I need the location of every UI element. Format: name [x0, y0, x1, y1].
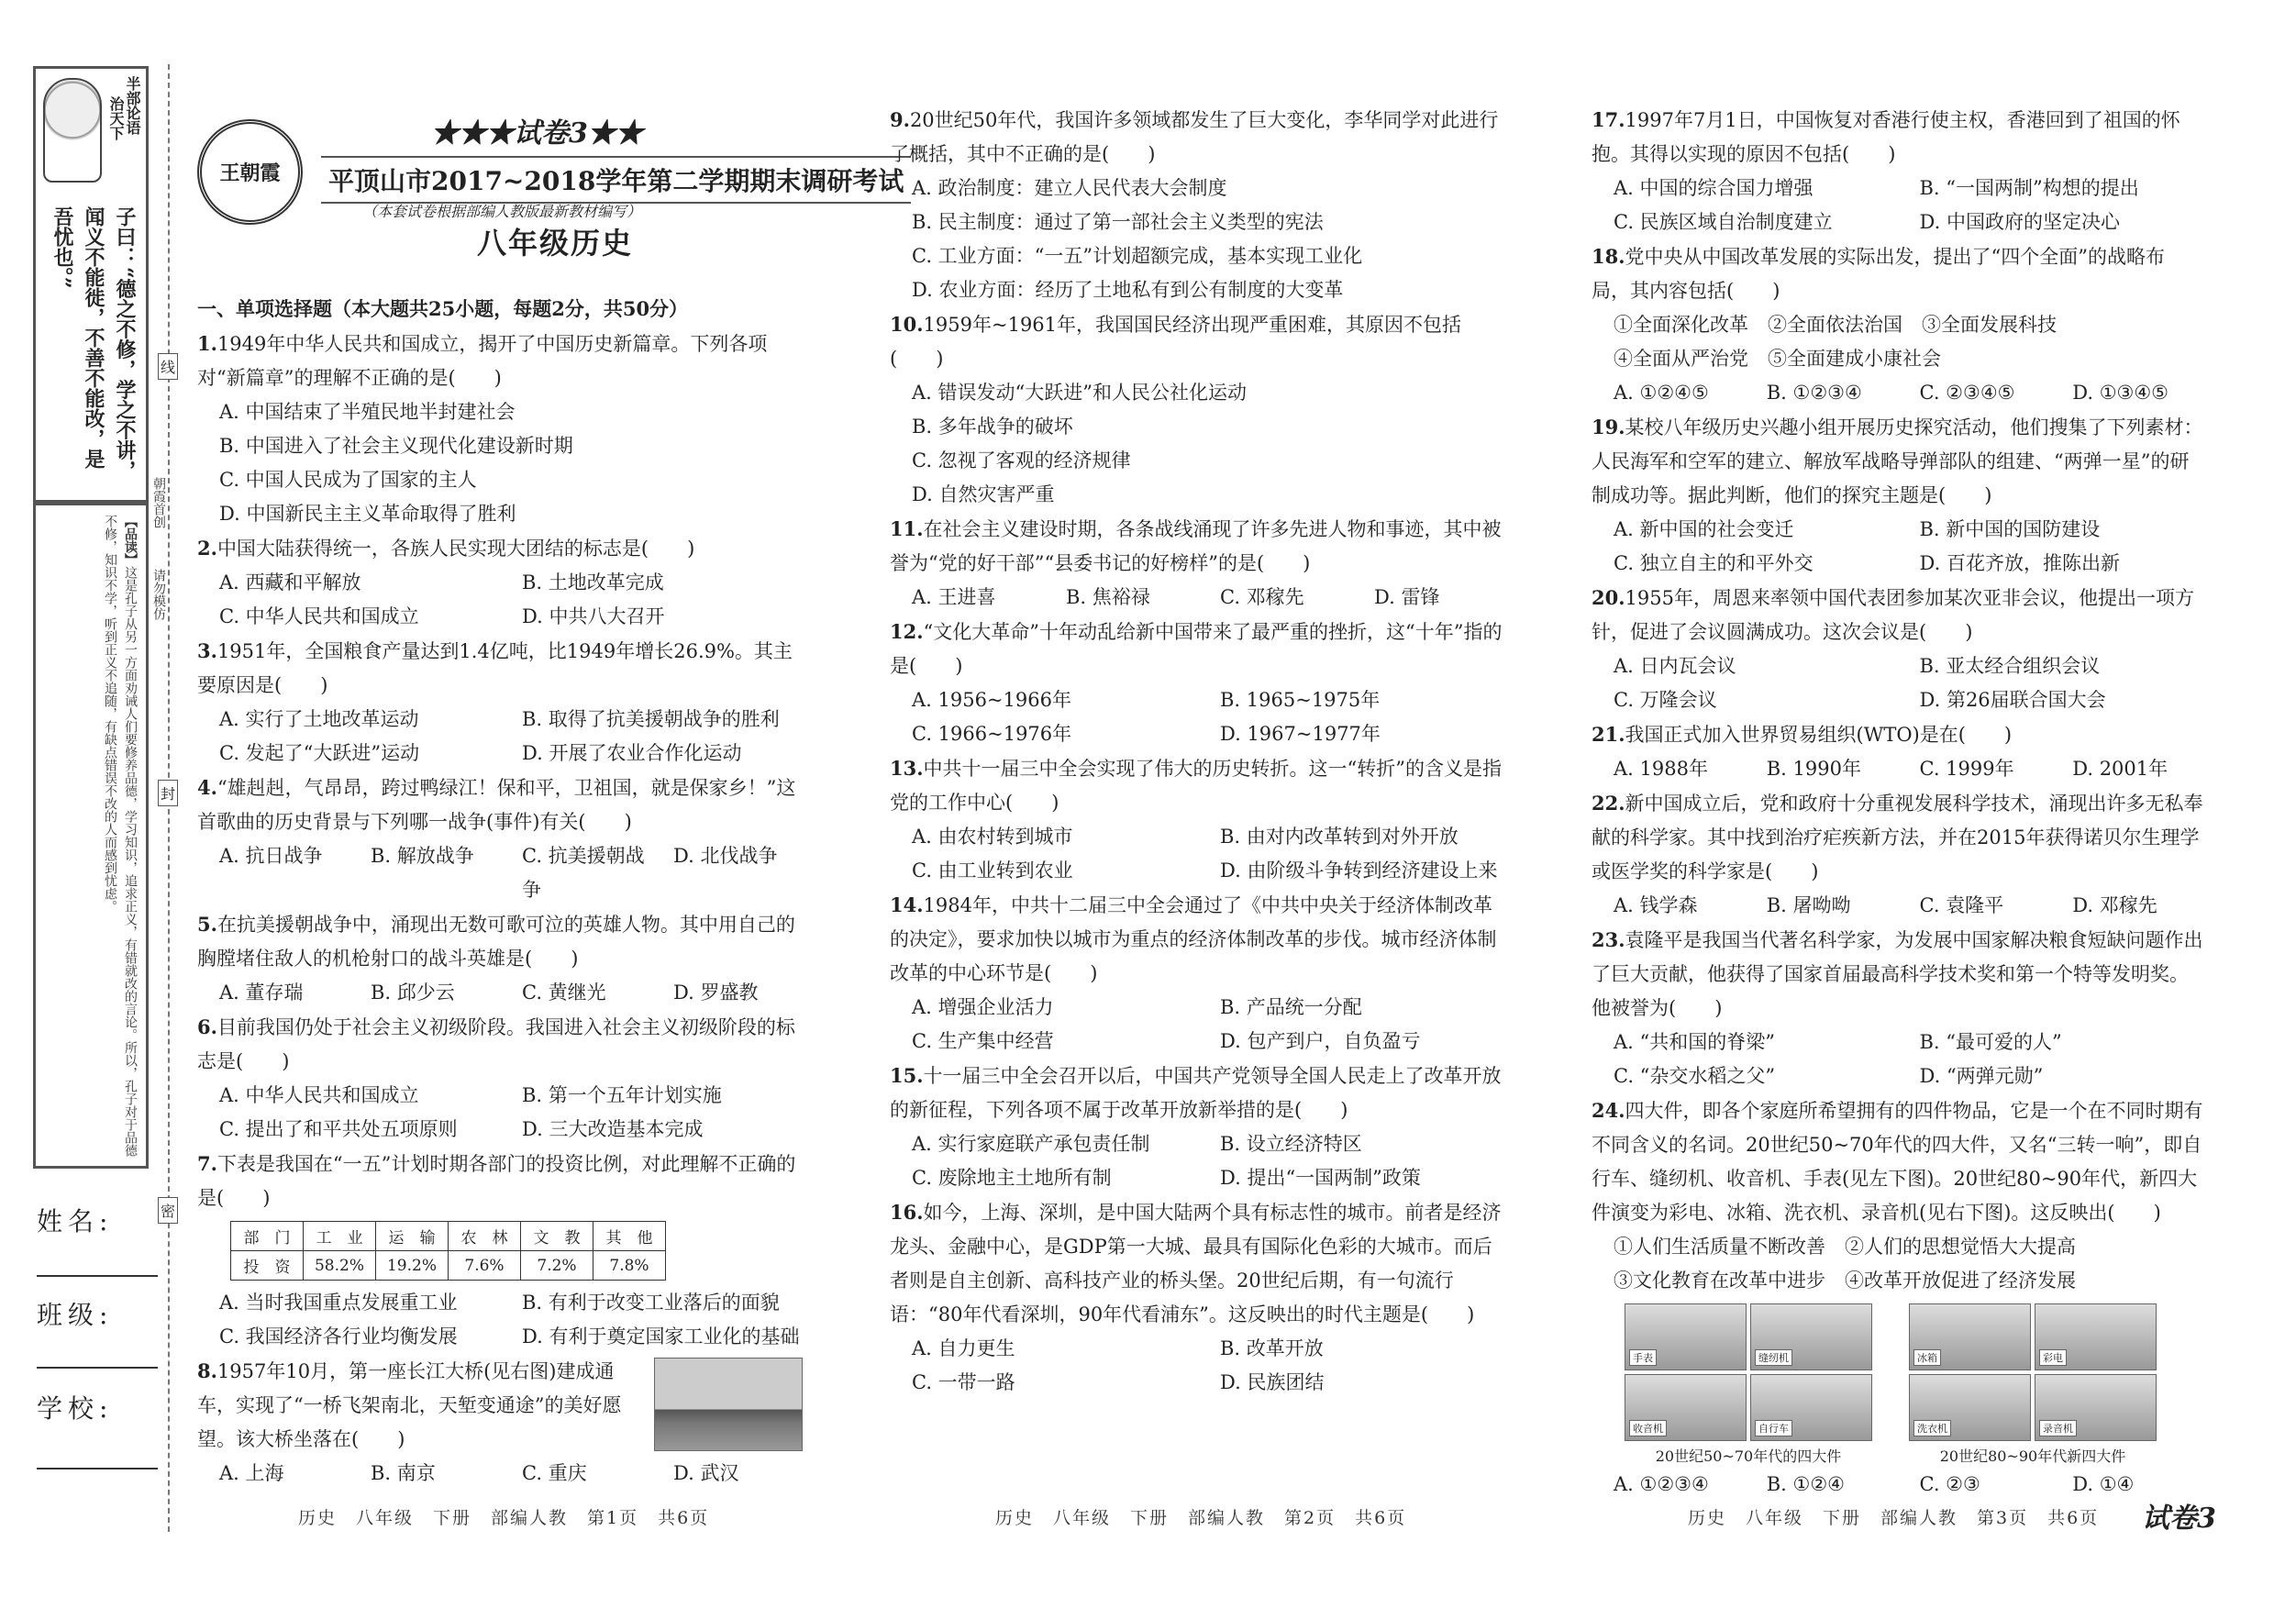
option-b[interactable]: B. 产品统一分配 — [1220, 996, 1362, 1018]
options-group — [890, 1127, 1506, 1195]
pindu-box — [33, 503, 149, 1169]
question-16 — [890, 1195, 1506, 1400]
option-d[interactable]: D. 2001年 — [2072, 758, 2168, 780]
question-15 — [890, 1059, 1506, 1195]
option-c[interactable]: C. 1966~1976年 — [912, 723, 1072, 745]
question-stem: 下表是我国在“一五”计划时期各部门的投资比例，对此理解不正确的是( ) — [197, 1153, 796, 1209]
option-a[interactable]: A. 抗日战争 — [219, 845, 323, 867]
option-c[interactable]: C. 独立自主的和平外交 — [1614, 552, 1814, 574]
motto-small-1: 半部论语 — [124, 76, 141, 135]
right-photo — [2035, 1303, 2157, 1370]
option-b[interactable]: B. “最可爱的人” — [1919, 1031, 2062, 1053]
option-c[interactable]: C. “杂交水稻之父” — [1614, 1065, 1776, 1087]
options-group — [197, 703, 803, 771]
question-text — [197, 531, 803, 566]
option-b[interactable]: B. 1965~1975年 — [1220, 689, 1381, 711]
question-text — [890, 888, 1506, 991]
question-number: 4. — [197, 776, 217, 799]
question-19 — [1592, 410, 2203, 581]
photo-label: 手表 — [1629, 1349, 1657, 1366]
question-7 — [197, 1147, 803, 1354]
option-d[interactable]: D. 包产到户，自负盈亏 — [1220, 1030, 1421, 1052]
option-a[interactable]: A. 新中国的社会变迁 — [1614, 518, 1794, 540]
options-group — [197, 1457, 803, 1491]
option-a[interactable]: A. 实行了土地改革运动 — [219, 708, 419, 730]
option-b[interactable]: B. ①②③④ — [1766, 382, 1862, 404]
option-d[interactable]: D. 三大改造基本完成 — [522, 1118, 704, 1140]
option-a[interactable]: A. 当时我国重点发展重工业 — [219, 1292, 458, 1314]
question-text — [890, 751, 1506, 820]
option-c[interactable]: C. 1999年 — [1919, 758, 2014, 780]
motto-box — [33, 66, 149, 503]
school-field[interactable] — [37, 1468, 158, 1469]
question-stem: 在抗美援朝战争中，涌现出无数可歌可泣的英雄人物。其中用自己的胸膛堵住敌人的机枪射口的战斗英雄是( ) — [197, 914, 795, 970]
option-a[interactable]: A. 1988年 — [1614, 758, 1708, 780]
right-photo — [1909, 1303, 2031, 1370]
options-group — [197, 839, 803, 907]
options-group — [890, 581, 1506, 615]
exam-badge: ★★★试卷3★★ — [431, 117, 643, 150]
table-row — [231, 1222, 666, 1251]
motto-small-2: 治天下 — [107, 96, 125, 140]
watermark-char: 密 — [2141, 605, 2270, 756]
question-stem: 1997年7月1日，中国恢复对香港行使主权，香港回到了祖国的怀抱。其得以实现的原因不包括( ) — [1592, 109, 2180, 165]
question-number: 5. — [197, 913, 217, 936]
option-d[interactable]: D. 由阶级斗争转到经济建设上来 — [1220, 859, 1498, 882]
option-a[interactable]: A. 西藏和平解放 — [219, 571, 361, 593]
options-group — [197, 1079, 803, 1147]
options-group — [1592, 1468, 2203, 1502]
option-d[interactable]: D. 民族团结 — [1220, 1371, 1325, 1393]
options-group — [197, 1286, 803, 1354]
question-21 — [1592, 717, 2203, 786]
column-3 — [1592, 103, 2203, 1502]
photo-label: 自行车 — [1755, 1420, 1792, 1436]
option-c[interactable]: C. 我国经济各行业均衡发展 — [219, 1325, 458, 1347]
name-field[interactable] — [37, 1275, 158, 1277]
question-number: 2. — [197, 537, 217, 560]
option-b[interactable]: B. 有利于改变工业落后的面貌 — [522, 1292, 780, 1314]
class-field-label: 班级: — [37, 1300, 114, 1330]
question-20 — [1592, 581, 2203, 717]
option-b[interactable]: B. 南京 — [371, 1462, 436, 1484]
question-text — [1592, 923, 2203, 1026]
option-a[interactable]: A. 日内瓦会议 — [1614, 655, 1736, 677]
question-number: 20. — [1592, 586, 1625, 609]
option-d[interactable]: D. 中共八大召开 — [522, 605, 665, 627]
table-cell: 7.8% — [593, 1251, 666, 1281]
question-11 — [890, 512, 1506, 615]
options-group — [1592, 1026, 2203, 1093]
question-statement: ①人们生活质量不断改善 ②人们的思想觉悟大大提高 — [1614, 1236, 2076, 1258]
question-4 — [197, 771, 803, 907]
left-image-grid — [1625, 1303, 1872, 1441]
left-image-group — [1625, 1303, 1872, 1466]
pindu-title: 【品读】 — [123, 515, 138, 566]
options-group — [890, 172, 1506, 307]
option-d[interactable]: D. 有利于奠定国家工业化的基础 — [522, 1325, 800, 1347]
footer-page-1: 历史 八年级 下册 部编人教 第1页 共6页 — [298, 1508, 710, 1528]
option-b[interactable]: B. 多年战争的破坏 — [912, 416, 1073, 438]
question-text — [890, 103, 1506, 172]
question-18 — [1592, 239, 2203, 410]
question-6 — [197, 1010, 803, 1147]
option-d[interactable]: D. 北伐战争 — [673, 845, 778, 867]
left-caption: 20世纪50~70年代的四大件 — [1655, 1447, 1842, 1465]
option-c[interactable]: C. 万隆会议 — [1614, 689, 1717, 711]
option-a[interactable]: A. 政治制度：建立人民代表大会制度 — [912, 177, 1227, 199]
question-text — [197, 327, 803, 395]
option-c[interactable]: C. 废除地主土地所有制 — [912, 1167, 1112, 1189]
question-number: 6. — [197, 1015, 217, 1038]
table-cell: 运 输 — [376, 1222, 449, 1251]
option-b[interactable]: B. 土地改革完成 — [522, 571, 664, 593]
options-group — [197, 566, 803, 634]
question-stem: 袁隆平是我国当代著名科学家，为发展中国家解决粮食短缺问题作出了巨大贡献，他获得了国家首届最高科学技术奖和第一个特等发明奖。他被誉为( ) — [1592, 929, 2203, 1019]
option-c[interactable]: C. 一带一路 — [912, 1371, 1015, 1393]
left-photo — [1750, 1303, 1872, 1370]
option-d[interactable]: D. 百花齐放，推陈出新 — [1919, 552, 2120, 574]
question-stem: 党中央从中国改革发展的实际出发，提出了“四个全面”的战略布局，其内容包括( ) — [1592, 246, 2166, 302]
question-text — [197, 771, 803, 839]
seal-char-3: 密 — [158, 1197, 178, 1224]
question-text — [1592, 581, 2203, 649]
table-cell: 农 林 — [449, 1222, 521, 1251]
question-13 — [890, 751, 1506, 888]
option-d[interactable]: D. 自然灾害严重 — [912, 483, 1055, 505]
option-c[interactable]: C. 民族区域自治制度建立 — [1614, 211, 1833, 233]
table-cell: 19.2% — [376, 1251, 449, 1281]
options-group — [1592, 513, 2203, 581]
option-b[interactable]: B. 中国进入了社会主义现代化建设新时期 — [219, 435, 573, 457]
footer-page-3: 历史 八年级 下册 部编人教 第3页 共6页 — [1688, 1508, 2100, 1528]
question-text — [890, 1195, 1506, 1332]
question-stem: 如今，上海、深圳，是中国大陆两个具有标志性的城市。前者是经济龙头、金融中心，是GDP第一大城、最具有国际化色彩的大城市。而后者则是自主创新、高科技产业的桥头堡。20世纪后期，有一句流行语：“80年代看深圳，90年代看浦东”。这反映出的时代主题是( ) — [890, 1202, 1502, 1325]
option-c[interactable]: C. 发起了“大跃进”运动 — [219, 742, 420, 764]
question-number: 24. — [1592, 1099, 1625, 1122]
option-a[interactable]: A. 中华人民共和国成立 — [219, 1084, 419, 1106]
pindu-text: 这是孔子从另一方面劝诫人们要修养品德，学习知识，追求正义，有错就改的言论。所以，孔子对于品德不修，知识不学，听到正义不追随，有缺点错误不改的人而感到忧虑。 — [103, 515, 138, 1157]
question-stem: 1984年，中共十二届三中全会通过了《中共中央关于经济体制改革的决定》，要求加快以城市为重点的经济体制改革的步伐。城市经济体制改革的中心环节是( ) — [890, 894, 1497, 984]
question-text — [890, 307, 1506, 376]
question-stem: 四大件，即各个家庭所希望拥有的四件物品，它是一个在不同时期有不同含义的名词。20世纪50~70年代的四大件，又名“三转一响”，即自行车、缝纫机、收音机、手表(见左下图)。20世纪80~90年代，新四大件演变为彩电、冰箱、洗衣机、录音机(见右下图)。这反映出( ) — [1592, 1100, 2203, 1224]
question-9 — [890, 103, 1506, 307]
option-b[interactable]: B. 焦裕禄 — [1066, 586, 1150, 608]
option-d[interactable]: D. 1967~1977年 — [1220, 723, 1381, 745]
question-1 — [197, 327, 803, 531]
option-d[interactable]: D. ①③④⑤ — [2072, 382, 2168, 404]
question-text — [197, 1010, 803, 1079]
photo-label: 收音机 — [1629, 1420, 1667, 1436]
option-b[interactable]: B. 邱少云 — [371, 981, 455, 1004]
right-image-group — [1909, 1303, 2157, 1466]
brand-logo — [197, 119, 303, 225]
option-a[interactable]: A. 中国结束了半殖民地半封建社会 — [219, 401, 516, 423]
options-group — [197, 395, 803, 531]
option-c[interactable]: C. 黄继光 — [522, 981, 606, 1004]
option-c[interactable]: C. 工业方面：“一五”计划超额完成，基本实现工业化 — [912, 245, 1363, 267]
bridge-photo — [654, 1358, 803, 1451]
question-text — [1592, 410, 2203, 513]
question-stem: 目前我国仍处于社会主义初级阶段。我国进入社会主义初级阶段的标志是( ) — [197, 1016, 795, 1072]
option-d[interactable]: D. 罗盛教 — [673, 981, 759, 1004]
question-statement: ③文化教育在改革中进步 ④改革开放促进了经济发展 — [1614, 1270, 2076, 1292]
question-number: 15. — [890, 1064, 924, 1087]
options-group — [197, 976, 803, 1010]
question-text — [1592, 717, 2203, 752]
binding-note-1: 朝霞首创 — [151, 477, 166, 528]
question-stem: 中共十一届三中全会实现了伟大的历史转折。这一“转折”的含义是指党的工作中心( ) — [890, 758, 1503, 814]
question-5 — [197, 907, 803, 1010]
table-cell: 部 门 — [231, 1222, 304, 1251]
name-field-label: 姓名: — [37, 1206, 114, 1237]
option-d[interactable]: D. 中国新民主主义革命取得了胜利 — [219, 503, 516, 525]
option-b[interactable]: B. 第一个五年计划实施 — [522, 1084, 722, 1106]
option-b[interactable]: B. 屠呦呦 — [1766, 894, 1851, 916]
left-photo — [1750, 1374, 1872, 1441]
q24-images — [1625, 1303, 2203, 1466]
column-1 — [197, 292, 803, 1491]
motto-cartoon-icon — [43, 78, 102, 183]
table-cell: 其 他 — [593, 1222, 666, 1251]
exam-subject: 八年级历史 — [477, 226, 634, 261]
question-number: 13. — [890, 757, 924, 780]
question-stem: “文化大革命”十年动乱给新中国带来了最严重的挫折，这“十年”指的是( ) — [890, 621, 1503, 677]
question-stem: 十一届三中全会召开以后，中国共产党领导全国人民走上了改革开放的新征程，下列各项不属于改革开放新举措的是( ) — [890, 1065, 1502, 1121]
option-d[interactable]: D. 中国政府的坚定决心 — [1919, 211, 2120, 233]
binding-note-2: 请勿模仿 — [151, 569, 166, 620]
option-d[interactable]: D. 农业方面：经历了土地私有到公有制度的大变革 — [912, 279, 1344, 301]
question-10 — [890, 307, 1506, 512]
question-number: 16. — [890, 1201, 924, 1224]
option-c[interactable]: C. 袁隆平 — [1919, 894, 2004, 916]
question-8 — [197, 1354, 803, 1491]
question-24 — [1592, 1093, 2203, 1502]
options-group — [890, 683, 1506, 751]
options-group — [1592, 172, 2203, 239]
options-group — [890, 376, 1506, 512]
option-d[interactable]: D. “两弹元勋” — [1919, 1065, 2044, 1087]
option-d[interactable]: D. 武汉 — [673, 1462, 739, 1484]
option-a[interactable]: A. 钱学森 — [1614, 894, 1698, 916]
question-stem: 1955年，周恩来率领中国代表团参加某次亚非会议，他提出一项方针，促进了会议圆满成功。这次会议是( ) — [1592, 587, 2194, 643]
option-c[interactable]: C. ②③④⑤ — [1919, 382, 2015, 404]
question-text — [1592, 239, 2203, 308]
option-c[interactable]: C. 中国人民成为了国家的主人 — [219, 469, 477, 491]
question-number: 14. — [890, 893, 924, 916]
class-field[interactable] — [37, 1367, 158, 1369]
option-b[interactable]: B. 新中国的国防建设 — [1919, 518, 2101, 540]
option-a[interactable]: A. ①②④⑤ — [1614, 382, 1709, 404]
options-group — [1592, 649, 2203, 717]
option-c[interactable]: C. 提出了和平共处五项原则 — [219, 1118, 458, 1140]
option-a[interactable]: A. 董存瑞 — [219, 981, 304, 1004]
options-group — [1592, 889, 2203, 923]
option-a[interactable]: A. 由农村转到城市 — [912, 826, 1073, 848]
investment-table — [230, 1221, 666, 1281]
option-a[interactable]: A. 错误发动“大跃进”和人民公社化运动 — [912, 382, 1247, 404]
option-d[interactable]: D. 雷锋 — [1374, 586, 1440, 608]
options-group — [1592, 752, 2203, 786]
column-2 — [890, 103, 1506, 1400]
table-cell: 投 资 — [231, 1251, 304, 1281]
question-stem: 1949年中华人民共和国成立，揭开了中国历史新篇章。下列各项对“新篇章”的理解不正确的是( ) — [197, 333, 768, 389]
option-b[interactable]: B. 亚太经合组织会议 — [1919, 655, 2101, 677]
question-stem: 在社会主义建设时期，各条战线涌现了许多先进人物和事迹，其中被誉为“党的好干部”“县委书记的好榜样”的是( ) — [890, 518, 1502, 574]
question-number: 11. — [890, 517, 924, 540]
section-title: 一、单项选择题（本大题共25小题，每题2分，共50分） — [197, 297, 689, 320]
question-stem: 1959年~1961年，我国国民经济出现严重困难，其原因不包括( ) — [890, 314, 1462, 370]
table-cell: 7.2% — [521, 1251, 593, 1281]
question-number: 22. — [1592, 792, 1625, 815]
option-a[interactable]: A. 增强企业活力 — [912, 996, 1054, 1018]
option-c[interactable]: C. 重庆 — [522, 1462, 587, 1484]
option-d[interactable]: D. 提出“一国两制”政策 — [1220, 1167, 1421, 1189]
question-stem: 20世纪50年代，我国许多领域都发生了巨大变化，李华同学对此进行了概括，其中不正确的是( ) — [890, 109, 1499, 165]
table-cell: 7.6% — [449, 1251, 521, 1281]
option-b[interactable]: B. 民主制度：通过了第一部社会主义类型的宪法 — [912, 211, 1324, 233]
option-a[interactable]: A. 实行家庭联产承包责任制 — [912, 1133, 1150, 1155]
option-d[interactable]: D. ①④ — [2072, 1473, 2135, 1495]
school-field-label: 学校: — [37, 1393, 114, 1424]
exam-title: 平顶山市2017~2018学年第二学期期末调研考试 — [321, 156, 911, 204]
right-photo — [2035, 1374, 2157, 1441]
question-22 — [1592, 786, 2203, 923]
question-number: 7. — [197, 1152, 217, 1175]
right-image-grid — [1909, 1303, 2157, 1441]
question-number: 18. — [1592, 245, 1625, 268]
question-statement: ①全面深化改革 ②全面依法治国 ③全面发展科技 — [1614, 314, 2057, 336]
options-group — [1592, 376, 2203, 410]
seal-char-2: 封 — [158, 780, 178, 806]
question-number: 12. — [890, 620, 924, 643]
question-text — [1592, 1093, 2203, 1230]
option-c[interactable]: C. 抗美援朝战争 — [522, 845, 645, 901]
question-text — [1592, 786, 2203, 889]
options-group — [890, 1332, 1506, 1400]
option-c[interactable]: C. 生产集中经营 — [912, 1030, 1054, 1052]
option-a[interactable]: A. 上海 — [219, 1462, 284, 1484]
option-b[interactable]: B. 1990年 — [1766, 758, 1861, 780]
question-number: 21. — [1592, 723, 1625, 746]
table-row — [231, 1251, 666, 1281]
option-d[interactable]: D. 邓稼先 — [2072, 894, 2157, 916]
question-stem: “雄赳赳，气昂昂，跨过鸭绿江！保和平，卫祖国，就是保家乡！”这首歌曲的历史背景与下列哪一战争(事件)有关( ) — [197, 777, 796, 833]
option-b[interactable]: B. “一国两制”构想的提出 — [1919, 177, 2139, 199]
option-b[interactable]: B. 由对内改革转到对外开放 — [1220, 826, 1459, 848]
brand-name: 王朝霞 — [219, 161, 281, 185]
question-text — [890, 512, 1506, 581]
option-b[interactable]: B. 设立经济特区 — [1220, 1133, 1362, 1155]
confucius-quote: 子曰：“德之不修，学之不讲，闻义不能徙，不善不能改，是吾忧也。” — [50, 206, 137, 481]
table-cell: 58.2% — [304, 1251, 376, 1281]
table-cell: 工 业 — [304, 1222, 376, 1251]
question-text — [197, 634, 803, 703]
table-cell: 文 教 — [521, 1222, 593, 1251]
option-c[interactable]: C. 中华人民共和国成立 — [219, 605, 419, 627]
question-stem: 新中国成立后，党和政府十分重视发展科学技术，涌现出许多无私奉献的科学家。其中找到治疗疟疾新方法，并在2015年获得诺贝尔生理学或医学奖的科学家是( ) — [1592, 793, 2203, 882]
option-d[interactable]: D. 第26届联合国大会 — [1919, 689, 2106, 711]
option-a[interactable]: A. ①②③④ — [1614, 1473, 1709, 1495]
question-statement: ④全面从严治党 ⑤全面建成小康社会 — [1614, 348, 1941, 370]
question-text — [197, 907, 803, 976]
question-stem: 1951年，全国粮食产量达到1.4亿吨，比1949年增长26.9%。其主要原因是( ) — [197, 640, 793, 696]
option-c[interactable]: C. 邓稼先 — [1220, 586, 1304, 608]
photo-label: 洗衣机 — [1913, 1420, 1951, 1436]
option-d[interactable]: D. 开展了农业合作化运动 — [522, 742, 742, 764]
photo-label: 录音机 — [2039, 1420, 2077, 1436]
question-3 — [197, 634, 803, 771]
right-photo — [1909, 1374, 2031, 1441]
option-a[interactable]: A. 中国的综合国力增强 — [1614, 177, 1814, 199]
option-b[interactable]: B. 取得了抗美援朝战争的胜利 — [522, 708, 780, 730]
question-14 — [890, 888, 1506, 1059]
question-12 — [890, 615, 1506, 751]
question-number: 23. — [1592, 928, 1625, 951]
options-group — [890, 820, 1506, 888]
photo-label: 彩电 — [2039, 1349, 2067, 1366]
option-a[interactable]: A. 1956~1966年 — [912, 689, 1071, 711]
exam-note: （本套试卷根据部编人教版最新教材编写） — [362, 203, 642, 220]
question-number: 19. — [1592, 416, 1625, 438]
option-c[interactable]: C. 由工业转到农业 — [912, 859, 1073, 882]
option-b[interactable]: B. ①②④ — [1766, 1473, 1846, 1495]
question-number: 10. — [890, 313, 924, 336]
question-number: 8. — [197, 1359, 217, 1382]
option-b[interactable]: B. 改革开放 — [1220, 1337, 1324, 1359]
footer-badge: 试卷3 — [2142, 1503, 2216, 1535]
option-a[interactable]: A. 自力更生 — [912, 1337, 1015, 1359]
question-stem: 1957年10月，第一座长江大桥(见右图)建成通车，实现了“一桥飞架南北，天堑变通途”的美好愿望。该大桥坐落在( ) — [197, 1360, 622, 1450]
question-2 — [197, 531, 803, 634]
question-number: 17. — [1592, 108, 1625, 131]
question-23 — [1592, 923, 2203, 1093]
options-group — [890, 991, 1506, 1059]
footer-page-2: 历史 八年级 下册 部编人教 第2页 共6页 — [995, 1508, 1407, 1528]
right-caption: 20世纪80~90年代新四大件 — [1939, 1447, 2126, 1465]
option-b[interactable]: B. 解放战争 — [371, 845, 474, 867]
question-17 — [1592, 103, 2203, 239]
question-text — [890, 1059, 1506, 1127]
photo-label: 缝纫机 — [1755, 1349, 1792, 1366]
option-c[interactable]: C. 忽视了客观的经济规律 — [912, 449, 1131, 471]
left-photo — [1625, 1374, 1747, 1441]
left-photo — [1625, 1303, 1747, 1370]
question-number: 3. — [197, 639, 217, 662]
question-stem: 中国大陆获得统一，各族人民实现大团结的标志是( ) — [216, 538, 695, 560]
question-stem: 我国正式加入世界贸易组织(WTO)是在( ) — [1625, 724, 2013, 746]
question-stem: 某校八年级历史兴趣小组开展历史探究活动，他们搜集了下列素材：人民海军和空军的建立、解放军战略导弹部队的组建、“两弹一星”的研制成功等。据此判断，他们的探究主题是( ) — [1592, 416, 2203, 506]
option-a[interactable]: A. “共和国的脊梁” — [1614, 1031, 1775, 1053]
question-text — [197, 1147, 803, 1215]
question-number: 9. — [890, 108, 910, 131]
seal-char-1: 线 — [158, 353, 178, 380]
photo-label: 冰箱 — [1913, 1349, 1941, 1366]
question-number: 1. — [197, 332, 217, 355]
question-text — [890, 615, 1506, 683]
option-c[interactable]: C. ②③ — [1919, 1473, 1980, 1495]
question-text — [1592, 103, 2203, 172]
option-a[interactable]: A. 王进喜 — [912, 586, 996, 608]
